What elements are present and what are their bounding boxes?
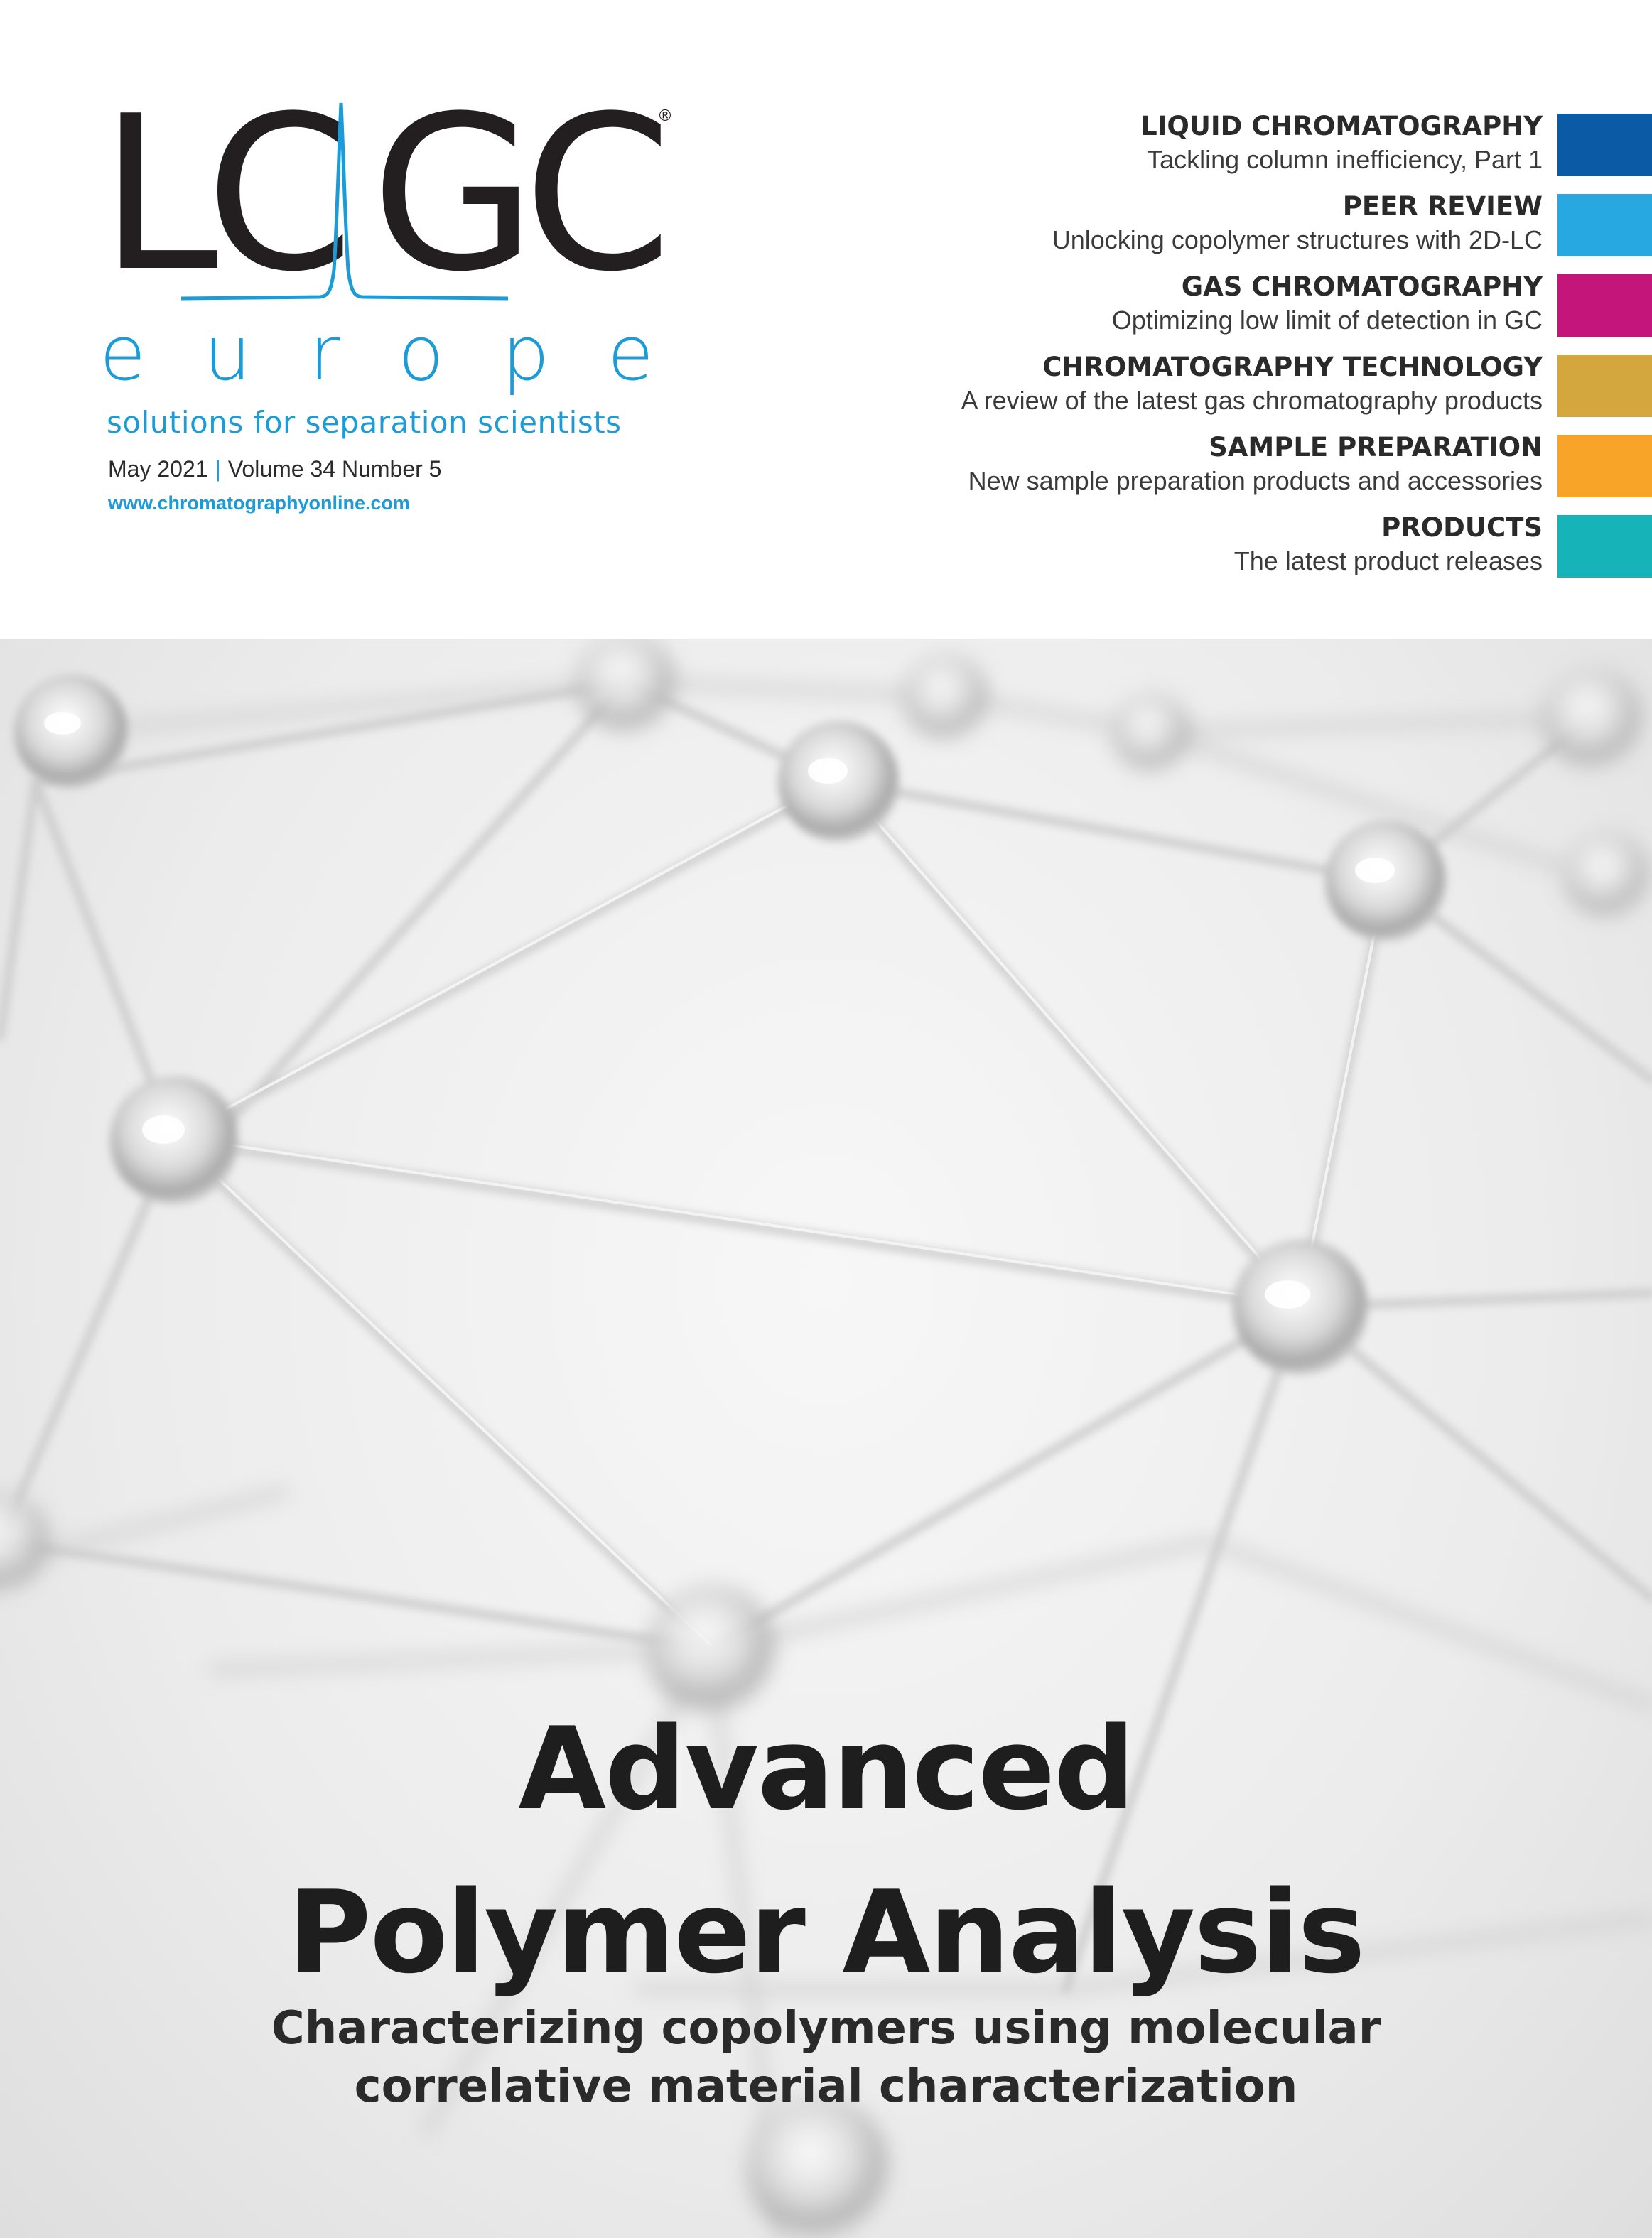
cover-subheadline-line1: Characterizing copolymers using molecular xyxy=(271,2002,1381,2055)
contents-item[interactable] xyxy=(771,271,1652,351)
contents-item-description: New sample preparation products and accessories xyxy=(968,466,1543,495)
contents-item[interactable] xyxy=(771,110,1652,190)
section-color-swatch xyxy=(1557,114,1652,176)
masthead-area xyxy=(0,0,1652,639)
edition-letter: o xyxy=(397,310,444,397)
contents-item-description: Tackling column inefficiency, Part 1 xyxy=(1147,145,1543,174)
contents-item-title: LIQUID CHROMATOGRAPHY xyxy=(1140,111,1543,141)
issue-volume: Volume 34 Number 5 xyxy=(227,456,442,482)
contents-list xyxy=(771,110,1652,592)
contents-item-title: PRODUCTS xyxy=(1381,512,1543,543)
contents-item[interactable] xyxy=(771,190,1652,271)
edition-letter: e xyxy=(607,310,654,397)
contents-item[interactable] xyxy=(771,431,1652,512)
contents-item-description: Optimizing low limit of detection in GC xyxy=(1111,306,1543,335)
cover-headline-line2: Polymer Analysis xyxy=(288,1866,1364,1999)
logo-lc-text: LC xyxy=(99,99,342,313)
contents-item[interactable] xyxy=(771,512,1652,592)
contents-item[interactable] xyxy=(771,351,1652,431)
edition-letter: p xyxy=(502,310,550,397)
contents-item-title: CHROMATOGRAPHY TECHNOLOGY xyxy=(1042,352,1543,382)
contents-item-text xyxy=(1234,512,1543,578)
contents-item-title: SAMPLE PREPARATION xyxy=(1209,432,1543,463)
contents-item-description: A review of the latest gas chromatography products xyxy=(961,386,1543,415)
contents-item-text xyxy=(968,431,1543,498)
registered-mark: ® xyxy=(657,107,673,125)
contents-item-text xyxy=(1140,110,1543,177)
issue-date: May 2021 xyxy=(108,456,208,482)
lcgc-logo xyxy=(99,99,682,313)
contents-item-title: GAS CHROMATOGRAPHY xyxy=(1181,271,1543,302)
contents-item-title: PEER REVIEW xyxy=(1342,191,1543,222)
contents-item-text xyxy=(961,351,1543,418)
section-color-swatch xyxy=(1557,194,1652,256)
contents-item-description: The latest product releases xyxy=(1233,546,1543,575)
tagline: solutions for separation scientists xyxy=(107,405,622,440)
section-color-swatch xyxy=(1557,515,1652,578)
contents-item-text xyxy=(1112,271,1543,337)
contents-item-description: Unlocking copolymer structures with 2D-LC xyxy=(1052,225,1543,254)
logo-gc-text: GC xyxy=(371,99,659,313)
contents-item-text xyxy=(1052,190,1543,257)
edition-letter: u xyxy=(203,310,252,397)
issue-info xyxy=(108,456,441,482)
issue-separator: | xyxy=(215,456,221,482)
website-link[interactable]: www.chromatographyonline.com xyxy=(108,492,411,514)
section-color-swatch xyxy=(1557,274,1652,337)
section-color-swatch xyxy=(1557,355,1652,417)
section-color-swatch xyxy=(1557,435,1652,497)
cover-headline-line1: Advanced xyxy=(518,1702,1134,1835)
edition-letter: r xyxy=(309,310,340,397)
edition-name xyxy=(99,310,654,397)
cover-subheadline-line2: correlative material characterization xyxy=(354,2060,1298,2113)
edition-letter: e xyxy=(99,310,146,397)
